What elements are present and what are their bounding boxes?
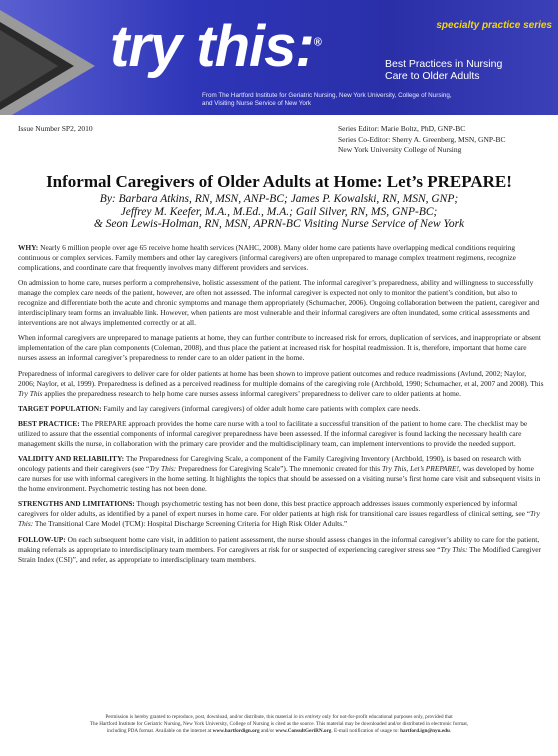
author-line-1: By: Barbara Atkins, RN, MSN, ANP-BC; James P. Kowalski, RN, MSN, GNP; [99, 193, 459, 205]
strengths-text-b: The Transitional Care Model (TCM): Hospital Discharge Screening Criteria for High Risk Older Adults.” [34, 519, 348, 529]
footer-emphasis: in its entirety [293, 714, 321, 720]
document-body [18, 243, 544, 570]
paragraph-strengths [18, 499, 544, 529]
paragraph-assessment: On admission to home care, nurses perform a comprehensive, holistic assessment of the patient. The informal caregiver’s preparedness, ability and willingness to successfully manage the complex care needs of the patient, however, are often not assessed. The informal caregiver is expected not only to monitor the patient’s condition, but also to recognize and differentiate both the acute and chronic symptoms and manage them appropriately (Schumacher, 2006). Ongoing collaboration between the patient, caregiver and interdisciplinary team forms an invaluable link. However, when patients are most vulnerable and their informal caregivers are often inundated, some critical assessments and interventions are not always implemented correctly or at all. [18, 278, 540, 328]
why-label: WHY: [18, 243, 39, 252]
author-line-2: Jeffrey M. Keefer, M.A., M.Ed., M.A.; Gail Silver, RN, MS, GNP-BC; [120, 205, 438, 218]
validity-text-b: Preparedness for Caregiving Scale”). The mnemonic created for this [178, 464, 381, 474]
series-tag: specialty practice series [436, 20, 552, 31]
best-practice-text: The PREPARE approach provides the home care nurse with a tool to facilitate a successful transition of the patient to home care. The checklist may be utilized to assure that the essential components of informal caregiver preparedness have been assessed. If the informal caregiver is found lacking the necessary health care management skills the nurse, in collaboration with the primary care provider and the multidisciplinary team, can implement interventions to provide the needed support. [18, 418, 528, 448]
target-label: TARGET POPULATION: [18, 403, 102, 413]
hartford-link[interactable]: www.hartfordign.org [212, 728, 260, 735]
strengths-text-a: Though psychometric testing has not been done, this best practice approach addresses issues commonly experienced by informal caregivers for older adults, as identified by a panel of expert nurses in home care. For older patients at high risk for transitional care issues regardless of clinical setting, see “ [18, 499, 531, 519]
triangle-logo-inner [0, 30, 58, 102]
follow-up-text-b: The Modified Caregiver Strain Index (CSI)”, and refer, as appropriate to interdisciplinary team members. [18, 544, 541, 564]
publisher-line-2: and Visiting Nurse Service of New York [202, 100, 312, 107]
editor-line-3: New York University College of Nursing [338, 145, 462, 154]
paragraph-preparedness [18, 369, 544, 399]
editor-line-1: Series Editor: Marie Boltz, PhD, GNP-BC [338, 124, 466, 133]
validity-try-this-2: Try This, Let’s PREPARE!, [381, 464, 461, 474]
strengths-try-this: Try This: [18, 509, 540, 529]
header-banner [0, 0, 558, 115]
footer-text-3b: and/or [260, 728, 275, 735]
publisher-line [202, 92, 542, 108]
footer-text-3d: . [449, 728, 452, 735]
footer-text-3a: including PDA format. Available on the internet at [106, 728, 212, 735]
best-practice-label: BEST PRACTICE: [18, 418, 80, 428]
email-link[interactable]: hartford.ign@nyu.edu [400, 728, 450, 735]
document-title: Informal Caregivers of Older Adults at Home: Let’s PREPARE! [46, 172, 512, 191]
footer-line-2: The Hartford Institute for Geriatric Nursing, New York University, College of Nursing is cited as the source. This material may be downloaded and/or distributed in electronic format, [89, 721, 469, 728]
editor-line-2: Series Co-Editor: Sherry A. Greenberg, MSN, GNP-BC [338, 134, 506, 144]
follow-up-text-a: On each subsequent home care visit, in addition to patient assessment, the nurse should assess changes in the informal caregiver’s ability to care for the patient, making referrals as appropriate to interdisciplinary team members. For caregivers at risk for or suspected of experiencing caregiver stress see “ [18, 534, 540, 554]
follow-up-try-this: Try This: [440, 544, 468, 554]
try-this-logo [110, 14, 321, 79]
publisher-line-1: From The Hartford Institute for Geriatric Nursing, New York University, College of Nursing, [202, 92, 452, 99]
subtitle-line-2: Care to Older Adults [385, 70, 480, 82]
registered-mark: ® [313, 36, 321, 49]
issue-number: Issue Number SP2, 2010 [18, 124, 93, 133]
validity-try-this-1: Try This: [149, 464, 177, 474]
paragraph-follow-up [18, 535, 544, 565]
permission-footer [22, 714, 536, 736]
banner-subtitle [385, 58, 550, 82]
paragraph-unprepared: When informal caregivers are unprepared to manage patients at home, they can further contribute to increased risk for errors, duplication of services, and inappropriate or absent implementation of the care plan components (Coleman, 2008), and thus place the patient at increased risk for hospital readmission. It is, therefore, important that home care nurses assess an informal caregiver’s preparedness to render care to an older patient in the home. [18, 333, 541, 363]
paragraph-validity [18, 454, 544, 494]
subtitle-line-1: Best Practices in Nursing [385, 58, 503, 70]
footer-text-1b: only for not-for-profit educational purposes only, provided that [321, 714, 453, 720]
preparedness-try-this: Try This [18, 388, 43, 398]
strengths-label: STRENGTHS AND LIMITATIONS: [18, 499, 135, 509]
paragraph-why [18, 243, 544, 273]
logo-text: try this: [110, 14, 314, 79]
author-line-3: & Seon Lewis-Holman, RN, MSN, APRN-BC Visiting Nurse Service of New York [93, 218, 465, 230]
series-editors [338, 124, 506, 156]
why-text: Nearly 6 million people over age 65 receive home health services (NAHC, 2008). Many older home care patients have overlapping medical conditions requiring continuous or complex services. Family members and other lay caregivers (informal caregivers) are often unprepared to manage complex treatment regimens, recognize complications, and coordinate care that frequently involves many different providers and services. [18, 243, 516, 272]
validity-text-a: The Preparedness for Caregiving Scale, a component of the Family Caregiving Inventory (Archbold, 1990), is based on research with oncology patients and their caregivers (see “ [18, 454, 521, 474]
consultgeri-link[interactable]: www.ConsultGeriRN.org [275, 728, 332, 735]
target-text: Family and lay caregivers (informal caregivers) of older adult home care patients with complex care needs. [103, 403, 421, 413]
validity-label: VALIDITY AND RELIABILITY: [18, 454, 125, 464]
footer-line-3 [22, 728, 536, 735]
footer-text-3c: . E-mail notification of usage to: [331, 728, 399, 735]
author-list [20, 193, 538, 231]
paragraph-best-practice [18, 419, 544, 449]
footer-text-1a: Permission is hereby granted to reproduce, post, download, and/or distribute, this material [105, 714, 293, 720]
follow-up-label: FOLLOW-UP: [18, 534, 66, 544]
preparedness-text-a: Preparedness of informal caregivers to deliver care for older patients at home has been shown to improve patient outcomes and reduce readmissions (Avlund, 2002; Naylor, 2006; Naylor, et al, 1999). Preparedness is defined as a perceived readiness for multiple domains of the caregiving role (Archbold, 1990; Schumacher, et al, 2007 and 2008). This [18, 368, 544, 388]
preparedness-text-b: applies the preparedness research to help home care nurses assess informal caregivers’ preparedness to deliver care to older patients at home. [44, 388, 461, 398]
validity-text-c: was developed by home care nurses for use with informal caregivers in the home setting. It highlights the topics that should be assessed on a visiting nurse’s first home care visit and subsequent visits in the home environment. Psychometric testing has not been done. [18, 464, 541, 494]
paragraph-target [18, 404, 544, 414]
